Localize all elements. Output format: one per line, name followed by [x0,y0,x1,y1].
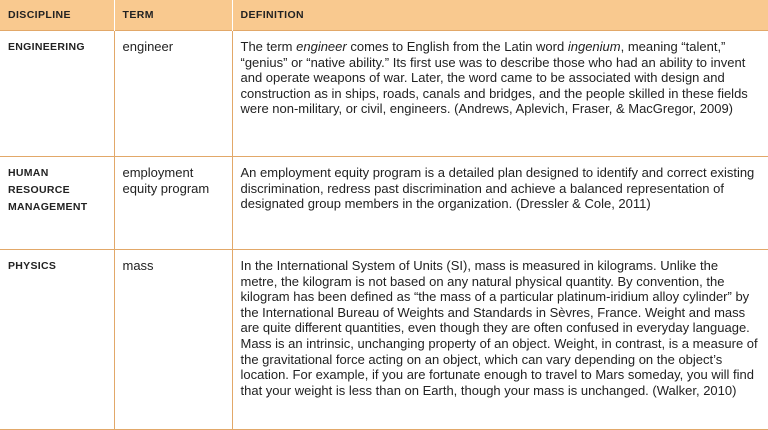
definition-cell: In the International System of Units (SI), mass is measured in kilograms. Unlike the metre, the kilogram is not based on any natural physical quantity. By convention, the kilogram has been defined as “the mass of a particular platinum-iridium alloy cylinder” by the International Bureau of Weights and Standards in Sèvres, France. Weight and mass are quite different quantities, even though they are often confused in everyday language. Mass is an intrinsic, unchanging property of an object. Weight, in contrast, is a measure of the gravitational force acting on an object, which can vary depending on the object’s location. For example, if you are fortunate enough to travel to Mars someday, you will find that your weight is less than on Earth, though your mass is unchanged. (Walker, 2010) [232,250,768,430]
header-row [0,0,768,31]
definition-cell: An employment equity program is a detailed plan designed to identify and correct existing discrimination, redress past discrimination and achieve a balanced representation of designated group members in the organization. (Dressler & Cole, 2011) [232,157,768,250]
definition-text: The term [240,39,297,54]
table-row [0,31,768,157]
table-row [0,250,768,430]
term-cell: employment equity program [114,157,232,250]
definition-emphasis: ingenium [567,39,621,54]
discipline-cell: PHYSICS [0,250,114,430]
discipline-cell: ENGINEERING [0,31,114,157]
definition-emphasis: engineer [296,39,347,54]
definition-text: comes to English from the Latin word [346,39,568,54]
header-term: TERM [114,0,232,31]
discipline-cell: HUMAN RESOURCE MANAGEMENT [0,157,114,250]
table-row [0,157,768,250]
definition-cell [232,31,768,157]
definition-text: , meaning “talent,” “genius” or “native ability.” Its first use was to describe those who had an ability to invent and operate weapons of war. Later, the word came to be associated with design and construction as in ships, roads, canals and bridges, and the people skilled in these fields were non-military, or civil, engineers. (Andrews, Aplevich, Fraser, & MacGregor, 2009) [240,39,748,117]
header-discipline: DISCIPLINE [0,0,114,31]
header-definition: DEFINITION [232,0,768,31]
term-cell: engineer [114,31,232,157]
term-cell: mass [114,250,232,430]
